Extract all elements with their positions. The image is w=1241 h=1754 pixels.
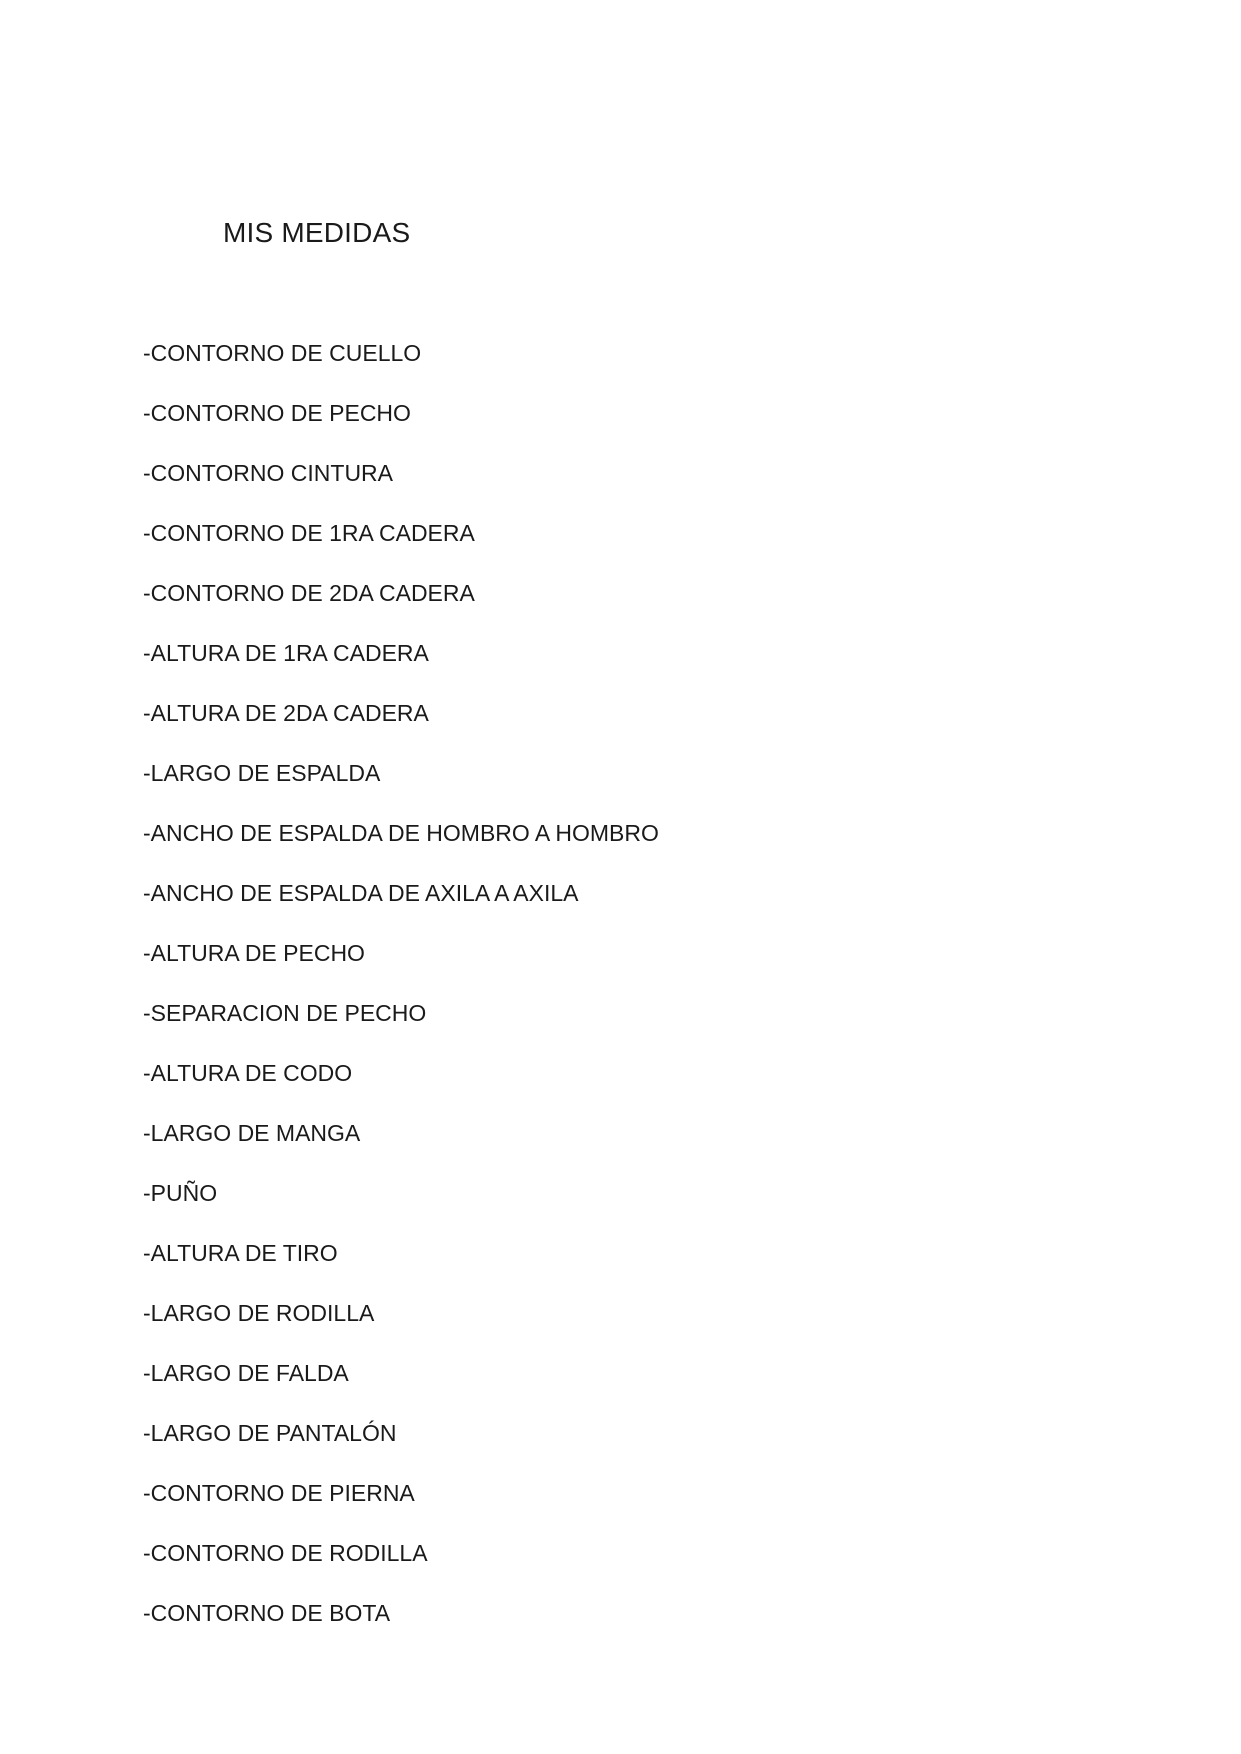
list-item: -LARGO DE FALDA bbox=[143, 1360, 349, 1386]
list-item: -CONTORNO DE PIERNA bbox=[143, 1480, 415, 1506]
list-item: -CONTORNO DE RODILLA bbox=[143, 1540, 428, 1566]
list-item: -ANCHO DE ESPALDA DE AXILA A AXILA bbox=[143, 880, 579, 906]
list-item: -PUÑO bbox=[143, 1180, 218, 1206]
list-item: -LARGO DE PANTALÓN bbox=[143, 1420, 397, 1446]
list-item: -CONTORNO DE PECHO bbox=[143, 400, 411, 426]
list-item: -LARGO DE RODILLA bbox=[143, 1300, 375, 1326]
list-item: -ALTURA DE PECHO bbox=[143, 940, 365, 966]
list-item: -ALTURA DE CODO bbox=[143, 1060, 353, 1086]
list-item: -ALTURA DE TIRO bbox=[143, 1240, 338, 1266]
page-title: MIS MEDIDAS bbox=[223, 217, 411, 248]
list-item: -CONTORNO DE 2DA CADERA bbox=[143, 580, 475, 606]
list-item: -ANCHO DE ESPALDA DE HOMBRO A HOMBRO bbox=[143, 820, 659, 846]
list-item: -ALTURA DE 1RA CADERA bbox=[143, 640, 429, 666]
list-item: -SEPARACION DE PECHO bbox=[143, 1000, 427, 1026]
list-item: -CONTORNO CINTURA bbox=[143, 460, 394, 486]
list-item: -LARGO DE ESPALDA bbox=[143, 760, 381, 786]
list-item: -CONTORNO DE BOTA bbox=[143, 1600, 391, 1626]
list-item: -ALTURA DE 2DA CADERA bbox=[143, 700, 429, 726]
list-item: -CONTORNO DE 1RA CADERA bbox=[143, 520, 475, 546]
measurement-list bbox=[143, 338, 659, 1658]
list-item: -LARGO DE MANGA bbox=[143, 1120, 361, 1146]
list-item: -CONTORNO DE CUELLO bbox=[143, 340, 422, 366]
